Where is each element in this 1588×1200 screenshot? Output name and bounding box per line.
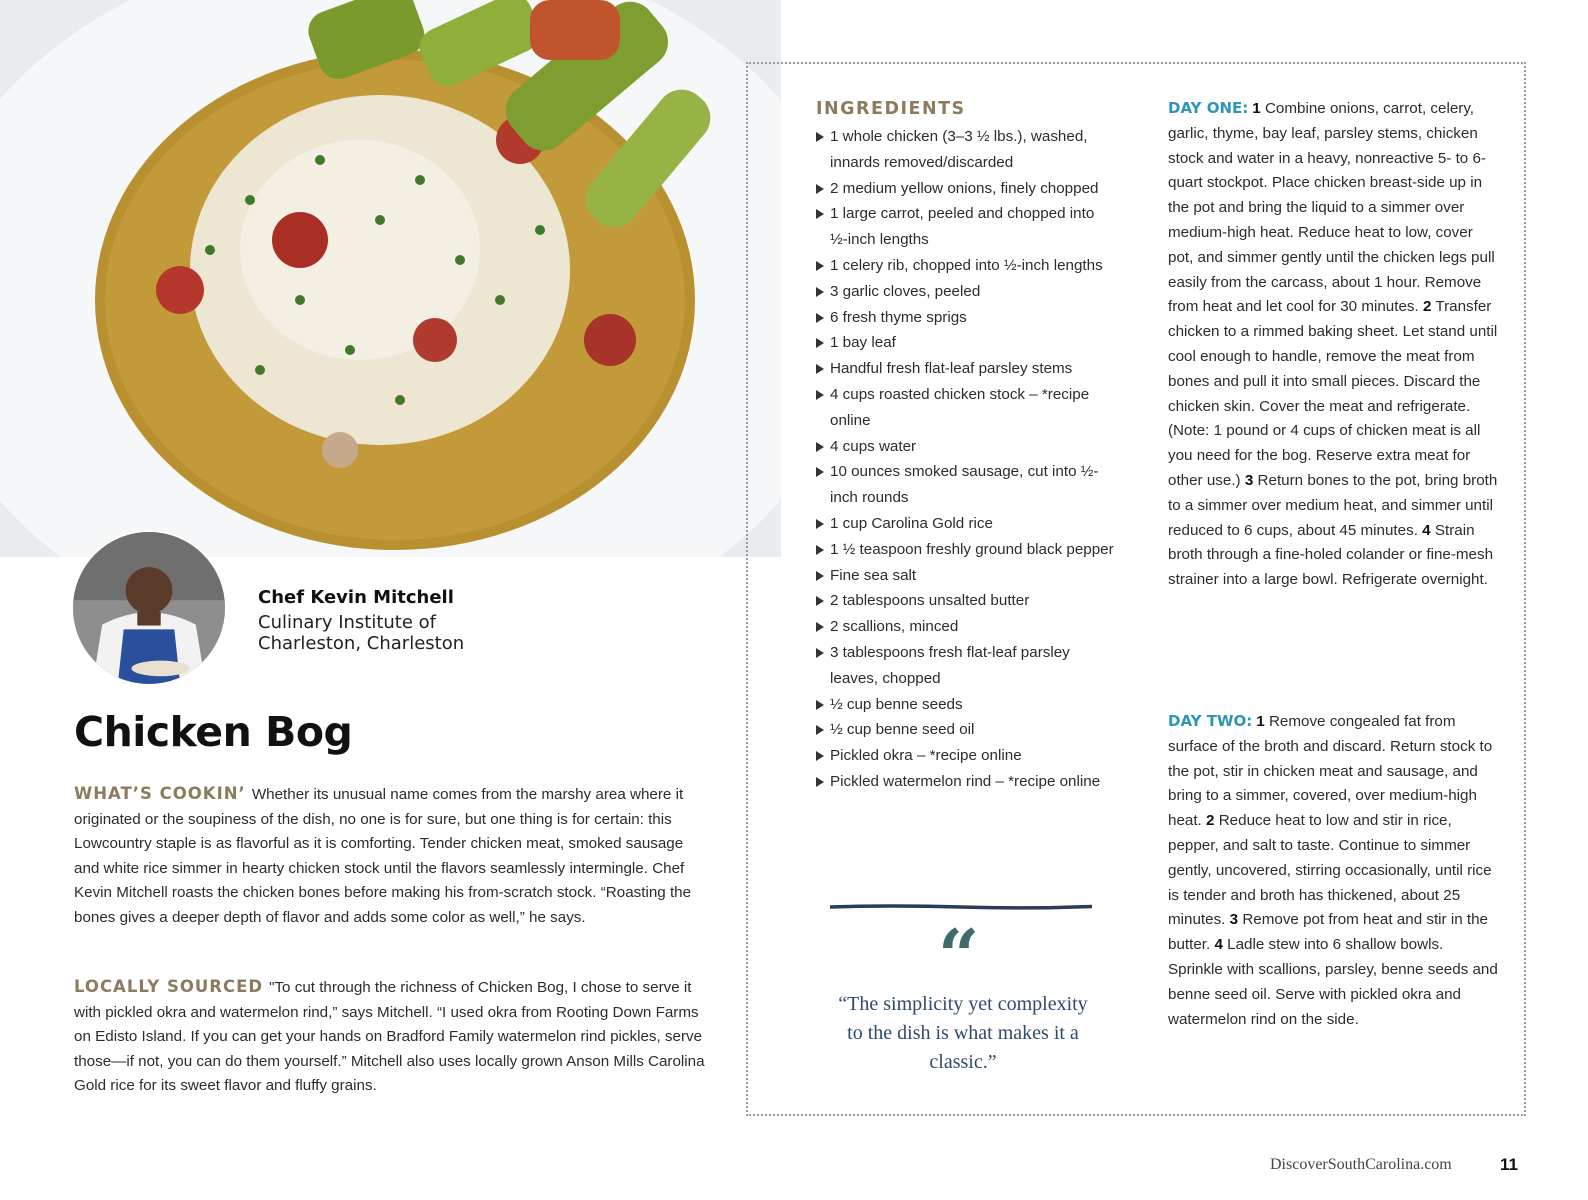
ingredient-item: 1 celery rib, chopped into ½-inch lengths (816, 253, 1116, 279)
step-text: Reduce heat to low and stir in rice, pepper, and salt to taste. Continue to simmer gently, uncovered, stirring occasionally, until rice is tender and broth has thickened, about 25 minutes. (1168, 812, 1492, 929)
ingredient-item: 3 garlic cloves, peeled (816, 279, 1116, 305)
ingredient-item: 1 whole chicken (3–3 ½ lbs.), washed, innards removed/discarded (816, 124, 1116, 176)
step-text: Transfer chicken to a rimmed baking sheet. Let stand until cool enough to handle, remove the meat from bones and pull it into small pieces. Discard the chicken skin. Cover the meat and refrigerate. (Note: 1 pound or 4 cups of chicken meat is all you need for the bog. Reserve extra meat for other use.) (1168, 298, 1498, 489)
page-number: 11 (1500, 1155, 1518, 1174)
ingredients-list (816, 124, 1116, 795)
step-text: Remove congealed fat from surface of the broth and discard. Return stock to the pot, stir in chicken meat and sausage, and bring to a simmer, covered, over medium-high heat. (1168, 713, 1493, 830)
locally-sourced-label: LOCALLY SOURCED (74, 977, 264, 996)
chef-portrait-icon (73, 532, 225, 684)
recipe-title: Chicken Bog (74, 708, 353, 756)
hero-photo (0, 0, 781, 557)
step-number: 4 (1422, 521, 1431, 539)
day-two-label: DAY TWO: (1168, 712, 1253, 730)
chef-affiliation: Culinary Institute of Charleston, Charleston (258, 612, 465, 654)
step-text: Ladle stew into 6 shallow bowls. Sprinkle with scallions, parsley, benne seeds and benne seed oil. Serve with pickled okra and watermelon rind on the side. (1168, 936, 1498, 1028)
ingredient-item: 3 tablespoons fresh flat-leaf parsley leaves, chopped (816, 640, 1116, 692)
ingredient-item: ½ cup benne seeds (816, 692, 1116, 718)
ingredient-item: Pickled watermelon rind – *recipe online (816, 769, 1116, 795)
pull-quote: “The simplicity yet complexity to the dish is what makes it a classic.” (838, 993, 1088, 1073)
ingredient-item: 1 bay leaf (816, 330, 1116, 356)
brush-divider (830, 904, 1092, 910)
step-number: 4 (1214, 936, 1223, 954)
day-two-directions (1168, 709, 1498, 1032)
chicken-bog-dish-photo-icon (0, 0, 781, 557)
ingredient-item: Pickled okra – *recipe online (816, 743, 1116, 769)
step-text: Return bones to the pot, bring broth to a simmer over medium heat, and simmer until reduced to 6 cups, about 45 minutes. (1168, 471, 1498, 539)
ingredient-item: 6 fresh thyme sprigs (816, 305, 1116, 331)
ingredient-item: Handful fresh flat-leaf parsley stems (816, 356, 1116, 382)
step-text: Remove pot from heat and stir in the butter. (1168, 911, 1488, 954)
locally-sourced-text: "To cut through the richness of Chicken Bog, I chose to serve it with pickled okra and watermelon rind,” says Mitchell. “I used okra from Rooting Down Farms on Edisto Island. If you can get your hands on Bradford Family watermelon rind pickles, serve those—if not, you can do them yourself.” Mitchell also uses locally grown Anson Mills Carolina Gold rice for its sweet flavor and fluffy grains. (74, 979, 705, 1095)
whats-cookin-label: WHAT’S COOKIN’ (74, 784, 246, 803)
ingredient-item: 4 cups water (816, 434, 1116, 460)
ingredient-item: Fine sea salt (816, 563, 1116, 589)
day-one-directions (1168, 96, 1498, 593)
whats-cookin-text: Whether its unusual name comes from the marshy area where it originated or the soupiness of the dish, no one is for sure, but one thing is for certain: this Lowcountry staple is as flavorful as it is comforting. Tender chicken meat, smoked sausage and white rice simmer in hearty chicken stock until the flavors seamlessly intermingle. Chef Kevin Mitchell roasts the chicken bones before making his from-scratch stock. “Roasting the bones gives a deeper depth of flavor and adds some color as well,” he says. (74, 786, 692, 926)
locally-sourced-paragraph (74, 975, 710, 1099)
day-one-label: DAY ONE: (1168, 99, 1249, 117)
ingredient-item: 4 cups roasted chicken stock – *recipe online (816, 382, 1116, 434)
step-number: 1 (1252, 100, 1261, 117)
step-number: 3 (1244, 471, 1254, 489)
ingredient-item: 2 scallions, minced (816, 614, 1116, 640)
chef-photo (71, 530, 227, 686)
step-text: Strain broth through a fine-holed colander or fine-mesh strainer into a large bowl. Refrigerate overnight. (1168, 521, 1494, 589)
step-number: 1 (1256, 713, 1265, 730)
ingredient-item: ½ cup benne seed oil (816, 717, 1116, 743)
footer-website: DiscoverSouthCarolina.com (1270, 1156, 1452, 1173)
ingredients-heading: INGREDIENTS (816, 99, 966, 119)
step-number: 2 (1206, 812, 1215, 830)
quote-mark-icon: “ (938, 913, 980, 998)
step-text: Combine onions, carrot, celery, garlic, thyme, bay leaf, parsley stems, chicken stock and water in a heavy, nonreactive 5- to 6-quart stockpot. Place chicken breast-side up in the pot and bring the liquid to a simmer over medium-high heat. Reduce heat to low, cover pot, and simmer gently until the chicken legs pull easily from the carcass, about 1 hour. Remove from heat and let cool for 30 minutes. (1168, 100, 1495, 316)
whats-cookin-paragraph (74, 782, 710, 931)
ingredient-item: 1 ½ teaspoon freshly ground black pepper (816, 537, 1116, 563)
ingredient-item: 10 ounces smoked sausage, cut into ½-inch rounds (816, 459, 1116, 511)
ingredient-item: 2 tablespoons unsalted butter (816, 588, 1116, 614)
ingredient-item: 1 cup Carolina Gold rice (816, 511, 1116, 537)
step-number: 3 (1229, 911, 1239, 929)
ingredient-item: 2 medium yellow onions, finely chopped (816, 176, 1116, 202)
step-number: 2 (1422, 298, 1432, 316)
ingredient-item: 1 large carrot, peeled and chopped into ½-inch lengths (816, 201, 1116, 253)
chef-name: Chef Kevin Mitchell (258, 587, 454, 608)
